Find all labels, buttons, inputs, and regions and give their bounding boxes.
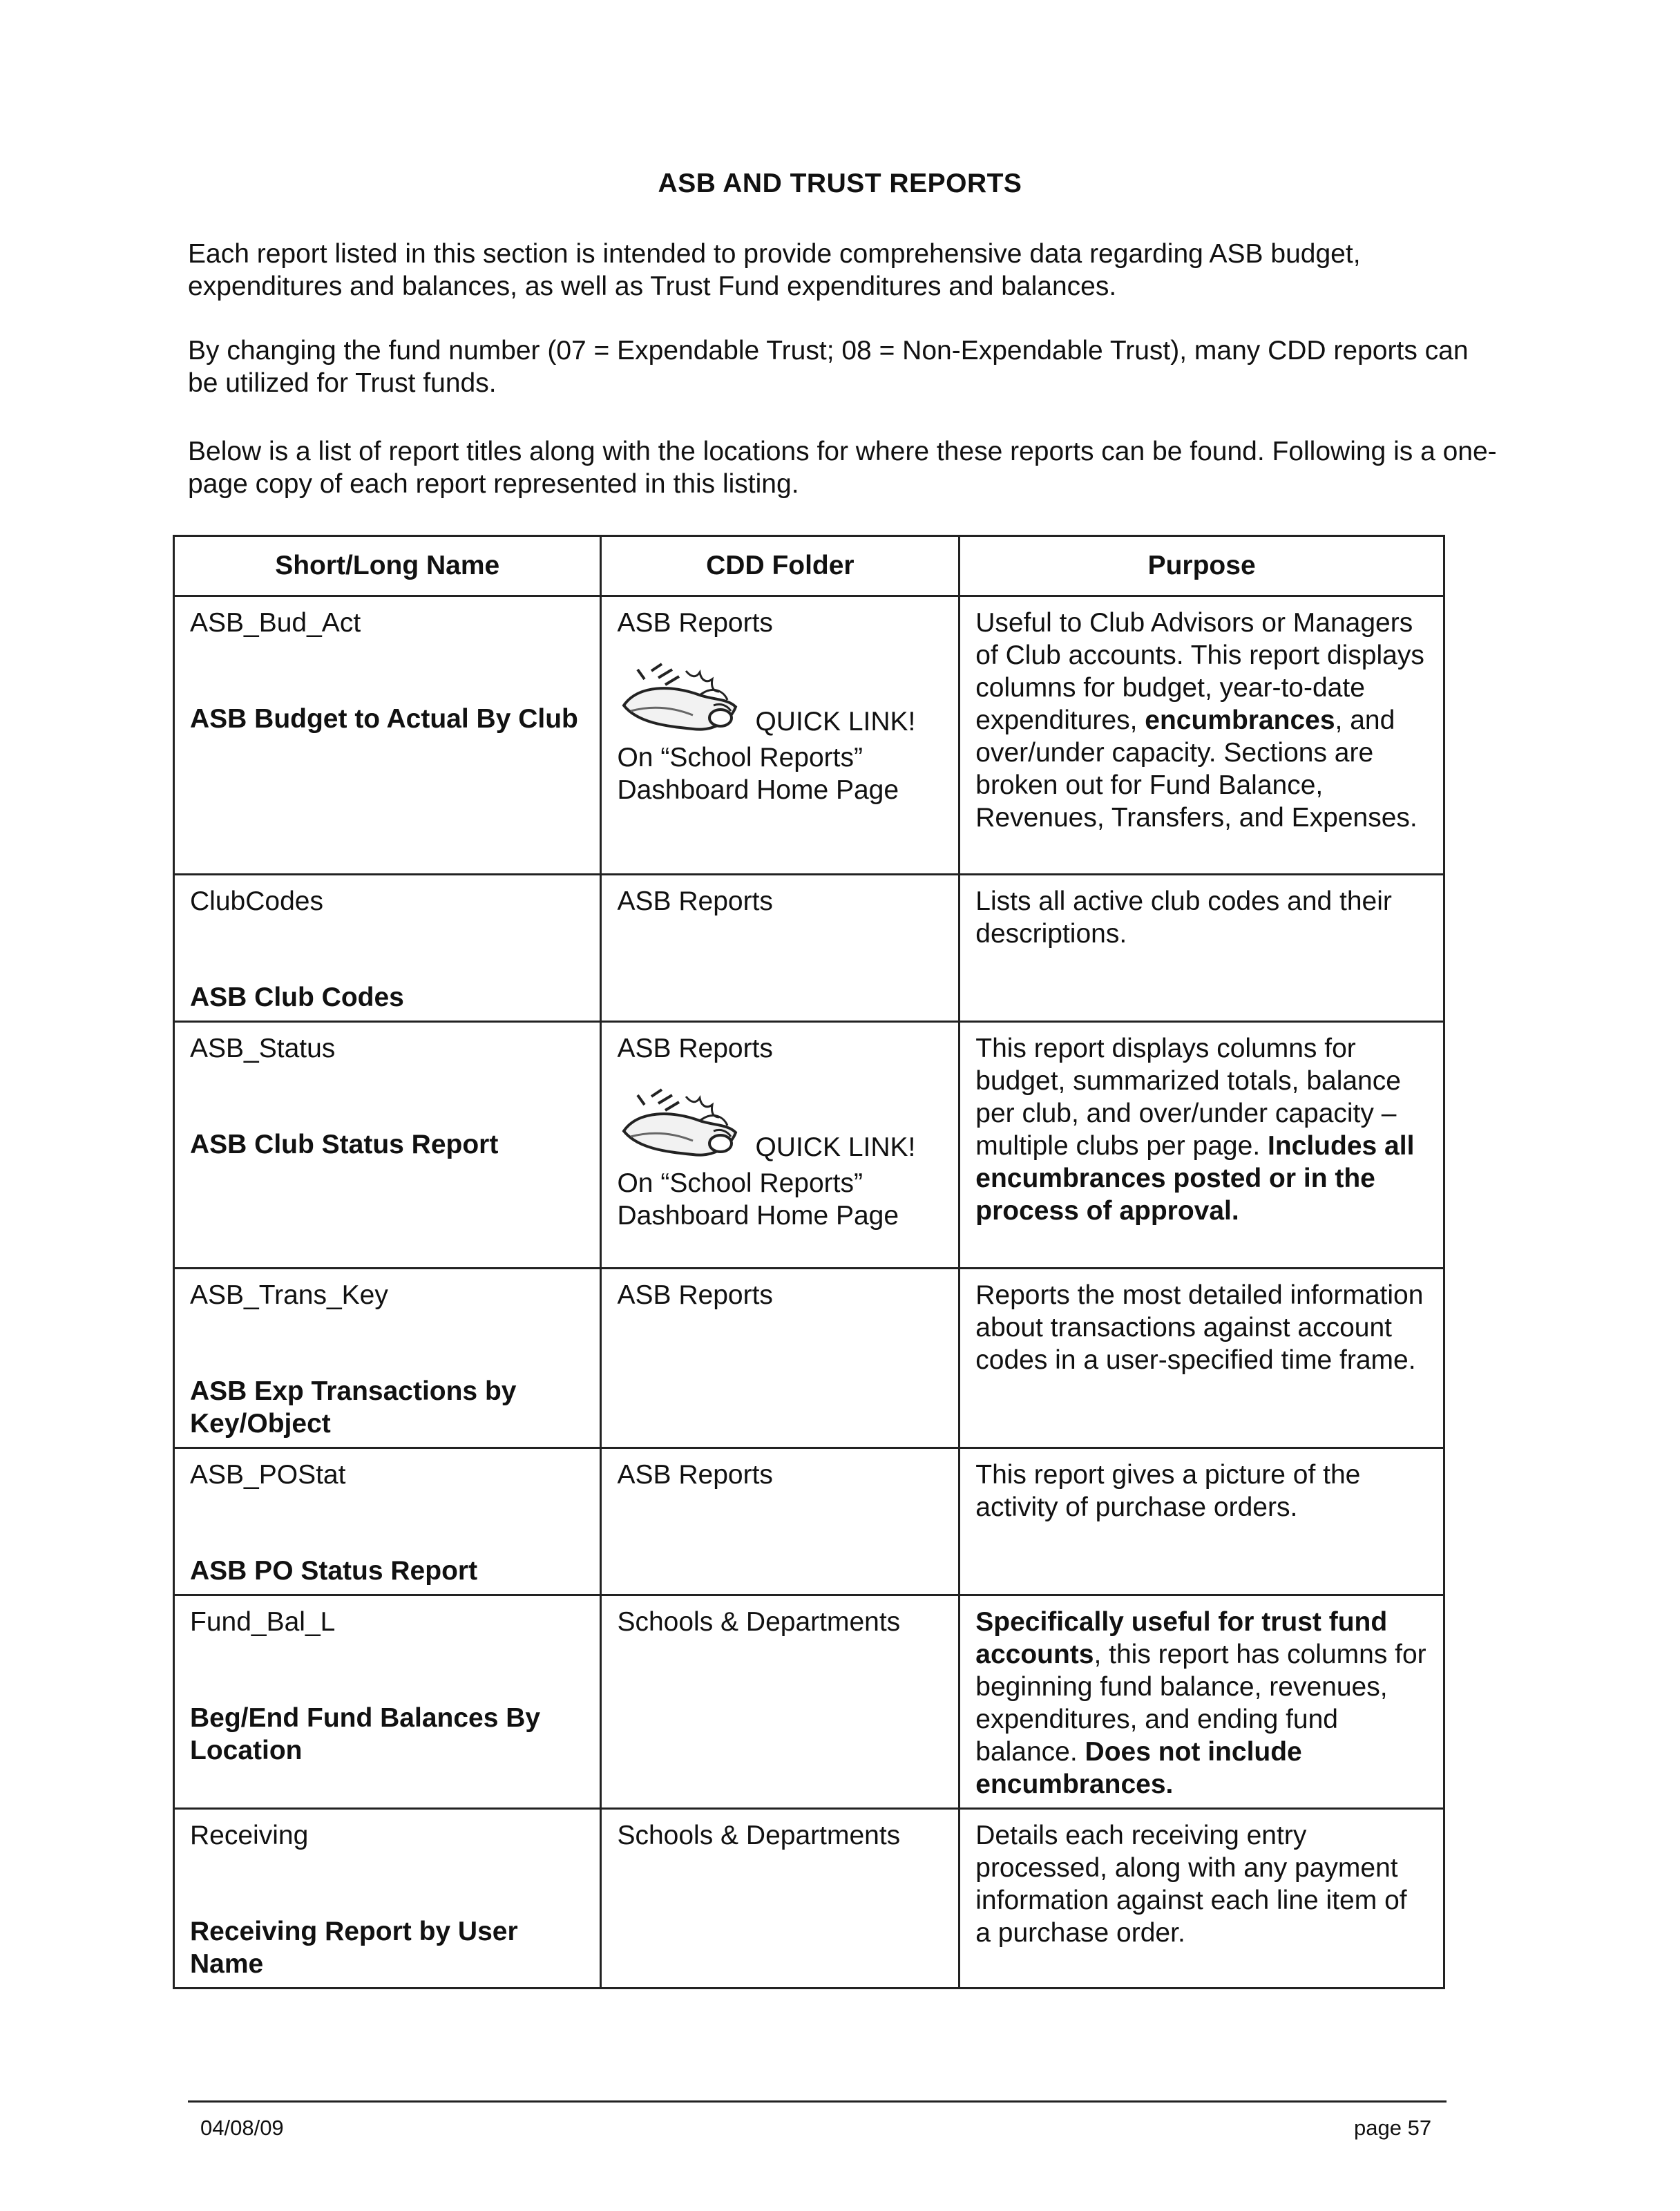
- report-short-name: Fund_Bal_L: [190, 1607, 336, 1637]
- table-row: [174, 1269, 1444, 1448]
- cdd-folder-cell: [601, 1595, 960, 1809]
- purpose-text: This report gives a picture of the activity of purchase orders.: [975, 1460, 1361, 1522]
- cdd-folder-name: Schools & Departments: [617, 1821, 901, 1850]
- column-header-folder: CDD Folder: [601, 536, 960, 596]
- purpose-text: Details each receiving entry processed, along with any payment information against each line item of a purchase order.: [975, 1821, 1407, 1948]
- quick-link-label: QUICK LINK!: [755, 1132, 916, 1162]
- cdd-folder-cell: [601, 1269, 960, 1448]
- cdd-folder-name: ASB Reports: [617, 1280, 773, 1310]
- report-name-cell: [174, 1022, 601, 1269]
- cdd-folder-cell: [601, 1809, 960, 1989]
- cdd-folder-cell: [601, 875, 960, 1022]
- quick-link-label: QUICK LINK!: [755, 707, 916, 737]
- cdd-folder-name: ASB Reports: [617, 1034, 773, 1063]
- report-long-name: Receiving Report by User Name: [190, 1917, 518, 1979]
- purpose-cell: [960, 1022, 1444, 1269]
- footer-page-number: page 57: [1354, 2116, 1432, 2140]
- quick-link-location: On “School Reports”: [617, 743, 863, 772]
- cdd-folder-cell: [601, 1448, 960, 1595]
- cdd-folder-name: ASB Reports: [617, 1460, 773, 1490]
- page-title: ASB AND TRUST REPORTS: [658, 169, 1022, 198]
- column-header-name: Short/Long Name: [174, 536, 601, 596]
- report-short-name: Receiving: [190, 1821, 309, 1850]
- purpose-text: Reports the most detailed information about transactions against account codes in a user-specified time frame.: [975, 1280, 1424, 1375]
- column-header-purpose: Purpose: [960, 536, 1444, 596]
- purpose-text: Lists all active club codes and their descriptions.: [975, 886, 1392, 949]
- report-name-cell: [174, 596, 601, 875]
- purpose-text: Useful to Club Advisors or Managers of Club accounts. This report displays columns for budget, year-to-date expenditures,: [975, 608, 1424, 735]
- footer-date: 04/08/09: [200, 2116, 284, 2140]
- purpose-cell: [960, 1269, 1444, 1448]
- quick-link: [617, 657, 943, 741]
- intro-paragraph: Below is a list of report titles along with the locations for where these reports can be found. Following is a one-page copy of each report represented in this listing.: [188, 437, 1497, 499]
- cdd-folder-name: ASB Reports: [617, 886, 773, 916]
- table-row: [174, 875, 1444, 1022]
- flaming-comet-icon: [610, 1083, 741, 1166]
- table-header-row: [174, 536, 1444, 596]
- quick-link-location: Dashboard Home Page: [617, 775, 899, 805]
- cdd-folder-cell: [601, 1022, 960, 1269]
- report-name-cell: [174, 1269, 601, 1448]
- report-long-name: ASB Club Status Report: [190, 1130, 499, 1159]
- cdd-folder-cell: [601, 596, 960, 875]
- purpose-cell: [960, 1809, 1444, 1989]
- report-short-name: ASB_Status: [190, 1034, 336, 1063]
- report-name-cell: [174, 1448, 601, 1595]
- purpose-text: Does not include encumbrances.: [975, 1737, 1302, 1799]
- table-row: [174, 1448, 1444, 1595]
- purpose-cell: [960, 1595, 1444, 1809]
- report-short-name: ASB_Trans_Key: [190, 1280, 388, 1310]
- purpose-text: This report displays columns for budget, summarized totals, balance per club, and over/under capacity – multiple clubs per page.: [975, 1034, 1401, 1161]
- report-long-name: ASB PO Status Report: [190, 1556, 478, 1586]
- quick-link-location: On “School Reports”: [617, 1168, 863, 1198]
- report-short-name: ASB_POStat: [190, 1460, 346, 1490]
- purpose-text: encumbrances: [1145, 705, 1335, 735]
- table-row: [174, 1022, 1444, 1269]
- report-name-cell: [174, 1809, 601, 1989]
- footer-divider: [188, 2100, 1447, 2103]
- report-name-cell: [174, 1595, 601, 1809]
- report-long-name: ASB Budget to Actual By Club: [190, 704, 578, 734]
- reports-table: [173, 535, 1445, 1989]
- purpose-text: , and over/under capacity. Sections are broken out for Fund Balance, Revenues, Transfers, and Expenses.: [975, 705, 1418, 833]
- intro-paragraph: By changing the fund number (07 = Expendable Trust; 08 = Non-Expendable Trust), many CDD reports can be utilized for Trust funds.: [188, 336, 1469, 398]
- report-short-name: ASB_Bud_Act: [190, 608, 361, 638]
- table-row: [174, 1595, 1444, 1809]
- intro-paragraph: Each report listed in this section is intended to provide comprehensive data regarding ASB budget, expenditures and balances, as well as Trust Fund expenditures and balances.: [188, 239, 1361, 301]
- quick-link-location: Dashboard Home Page: [617, 1201, 899, 1231]
- table-row: [174, 1809, 1444, 1989]
- cdd-folder-name: Schools & Departments: [617, 1607, 901, 1637]
- purpose-cell: [960, 1448, 1444, 1595]
- report-long-name: ASB Exp Transactions by Key/Object: [190, 1376, 517, 1439]
- purpose-text: Includes all encumbrances posted or in the process of approval.: [975, 1131, 1415, 1226]
- table-row: [174, 596, 1444, 875]
- report-long-name: ASB Club Codes: [190, 983, 404, 1012]
- purpose-text: Specifically useful for trust fund accounts: [975, 1607, 1388, 1669]
- purpose-cell: [960, 875, 1444, 1022]
- purpose-text: , this report has columns for beginning fund balance, revenues, expenditures, and ending fund balance.: [975, 1640, 1426, 1767]
- report-name-cell: [174, 875, 601, 1022]
- report-long-name: Beg/End Fund Balances By Location: [190, 1703, 541, 1765]
- quick-link: [617, 1083, 943, 1167]
- flaming-comet-icon: [610, 657, 741, 740]
- purpose-cell: [960, 596, 1444, 875]
- report-short-name: ClubCodes: [190, 886, 323, 916]
- cdd-folder-name: ASB Reports: [617, 608, 773, 638]
